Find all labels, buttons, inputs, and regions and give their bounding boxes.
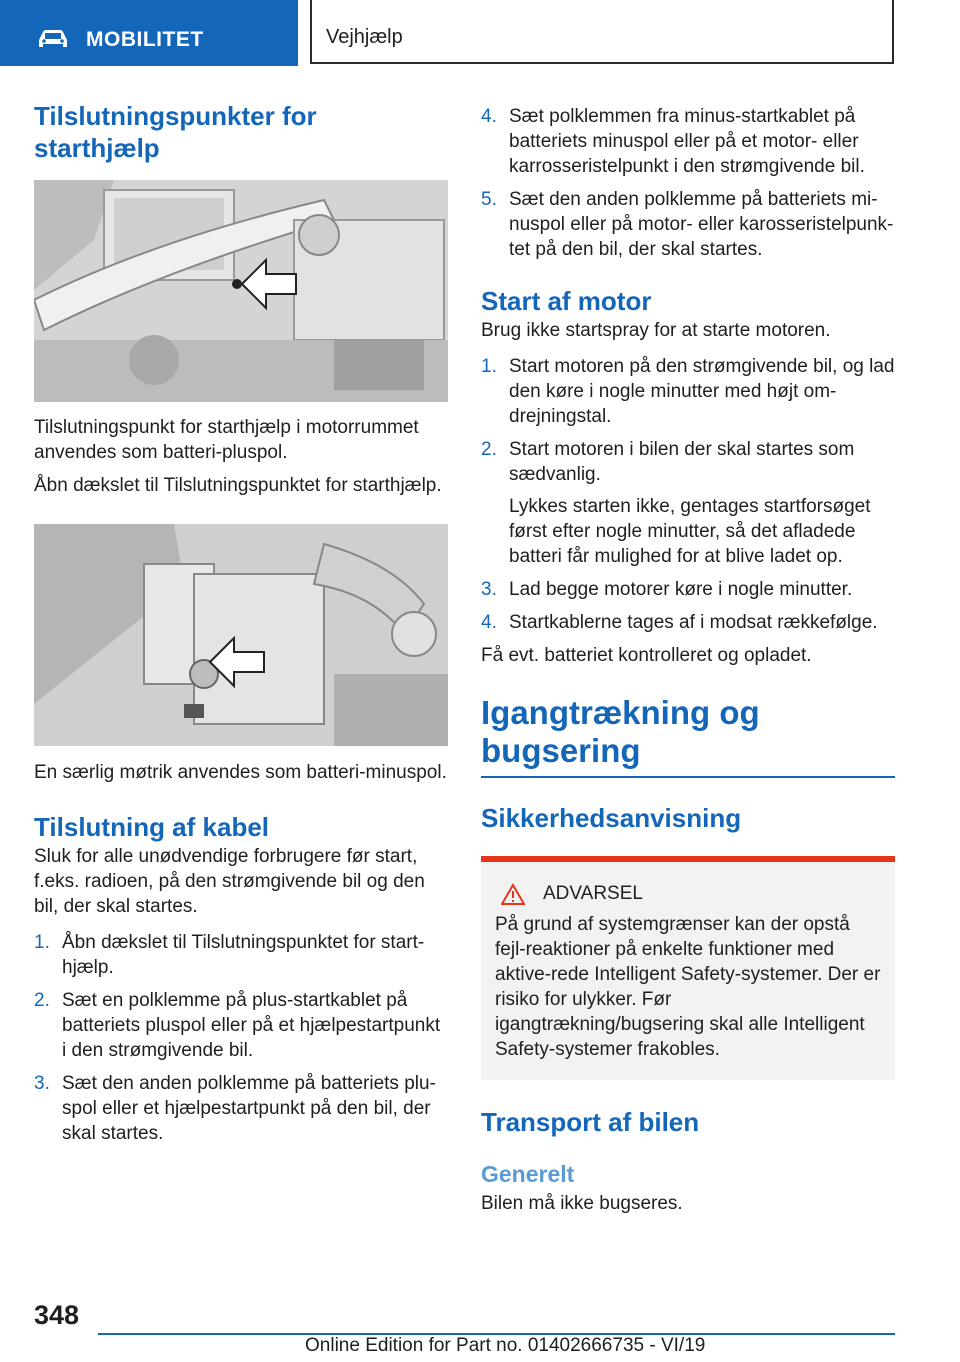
list-item	[481, 577, 895, 602]
step-number: 3.	[481, 579, 497, 600]
step-number: 5.	[481, 189, 497, 210]
step-number: 2.	[34, 990, 50, 1011]
chapter-rule	[481, 776, 895, 778]
chapter-label: Vejhjælp	[326, 26, 403, 48]
footer-edition: Online Edition for Part no. 01402666735 - VI/19	[305, 1335, 706, 1356]
warning-triangle-icon	[501, 883, 525, 905]
section-label: MOBILITET	[86, 28, 204, 51]
step-number: 1.	[34, 932, 50, 953]
heading-connection-points: Tilslutningspunkter for starthjælp	[34, 101, 317, 163]
chapter-header	[310, 0, 894, 64]
step-text: Sæt polklemmen fra minus-startkablet på batteriets minuspol eller på et motor- eller karrosseristelpunkt i den strømgivende bil.	[509, 106, 865, 177]
step-text: Sæt en polklemme på plus-startkablet på batteriets pluspol eller på et hjælpestartpunkt i den strømgivende bil.	[62, 990, 441, 1061]
heading-general: Generelt	[481, 1161, 575, 1187]
caption-positive: Tilslutningspunkt for starthjælp i motorrummet anvendes som batteri-pluspol.	[34, 417, 419, 463]
step-number: 4.	[481, 106, 497, 127]
outro-start-engine: Få evt. batteriet kontrolleret og opladet.	[481, 645, 812, 666]
start-steps-list	[481, 354, 895, 635]
heading-start-engine: Start af motor	[481, 286, 652, 316]
warning-text: På grund af systemgrænser kan der opstå fejl-reaktioner på enkelte funktioner med aktive-rede Intelligent Safety-systemer. Der er risiko for ulykker. Før igangtrækning/bugsering skal alle Intelligent Safety-systemer frakobles.	[495, 914, 881, 1060]
list-item	[34, 1071, 448, 1146]
chapter-title: Igangtrækning og bugsering	[481, 694, 760, 769]
car-icon	[36, 28, 70, 50]
engine-photo-positive	[34, 180, 448, 402]
step-text: Lad begge motorer køre i nogle minutter.	[509, 579, 853, 600]
step-text: Åbn dækslet til Tilslutningspunktet for start-hjælp.	[62, 932, 425, 978]
left-column	[34, 100, 448, 1146]
step-number: 4.	[481, 612, 497, 633]
step-text: Start motoren i bilen der skal startes som sædvanlig.	[509, 439, 855, 485]
heading-transport: Transport af bilen	[481, 1107, 700, 1137]
engine-bay-illustration-2	[34, 524, 448, 746]
list-item	[481, 354, 895, 429]
step-text: Startkablerne tages af i modsat rækkefølge.	[509, 612, 878, 633]
step-note: Lykkes starten ikke, gentages startforsøget først efter nogle minutter, så det afladede batteri får mulighed for at blive ladet op.	[509, 496, 871, 567]
engine-bay-illustration	[34, 180, 448, 402]
warning-title-row	[495, 882, 881, 906]
step-number: 2.	[481, 439, 497, 460]
cable-steps-continued	[481, 104, 895, 262]
list-item	[34, 930, 448, 980]
right-column	[481, 104, 895, 1216]
cable-steps-list	[34, 930, 448, 1146]
list-item	[481, 610, 895, 635]
list-item	[34, 988, 448, 1063]
step-number: 3.	[34, 1073, 50, 1094]
list-item	[481, 187, 895, 262]
warning-title: ADVARSEL	[543, 883, 643, 904]
caption-negative: En særlig møtrik anvendes som batteri-minuspol.	[34, 762, 447, 783]
warning-box	[481, 856, 895, 1080]
intro-start-engine: Brug ikke startspray for at starte motoren.	[481, 320, 831, 341]
list-item	[481, 437, 895, 569]
engine-photo-negative	[34, 524, 448, 746]
heading-cable-connection: Tilslutning af kabel	[34, 812, 270, 842]
step-text: Sæt den anden polklemme på batteriets mi-nuspol eller på motor- eller karosseristelpunk-tet på den bil, der skal startes.	[509, 189, 894, 260]
step-number: 1.	[481, 356, 497, 377]
para-open-cover: Åbn dækslet til Tilslutningspunktet for starthjælp.	[34, 475, 442, 496]
intro-cable-connection: Sluk for alle unødvendige forbrugere før start, f.eks. radioen, på den strømgivende bil og den bil, der skal startes.	[34, 846, 425, 917]
page-number: 348	[34, 1300, 80, 1330]
heading-safety: Sikkerhedsanvisning	[481, 803, 742, 833]
para-no-tow: Bilen må ikke bugseres.	[481, 1193, 683, 1214]
step-text: Sæt den anden polklemme på batteriets plu-spol eller et hjælpestartpunkt på den bil, der skal startes.	[62, 1073, 436, 1144]
step-text: Start motoren på den strømgivende bil, og lad den køre i nogle minutter med højt om-drejningstal.	[509, 356, 895, 427]
section-tab[interactable]	[0, 0, 298, 66]
list-item	[481, 104, 895, 179]
